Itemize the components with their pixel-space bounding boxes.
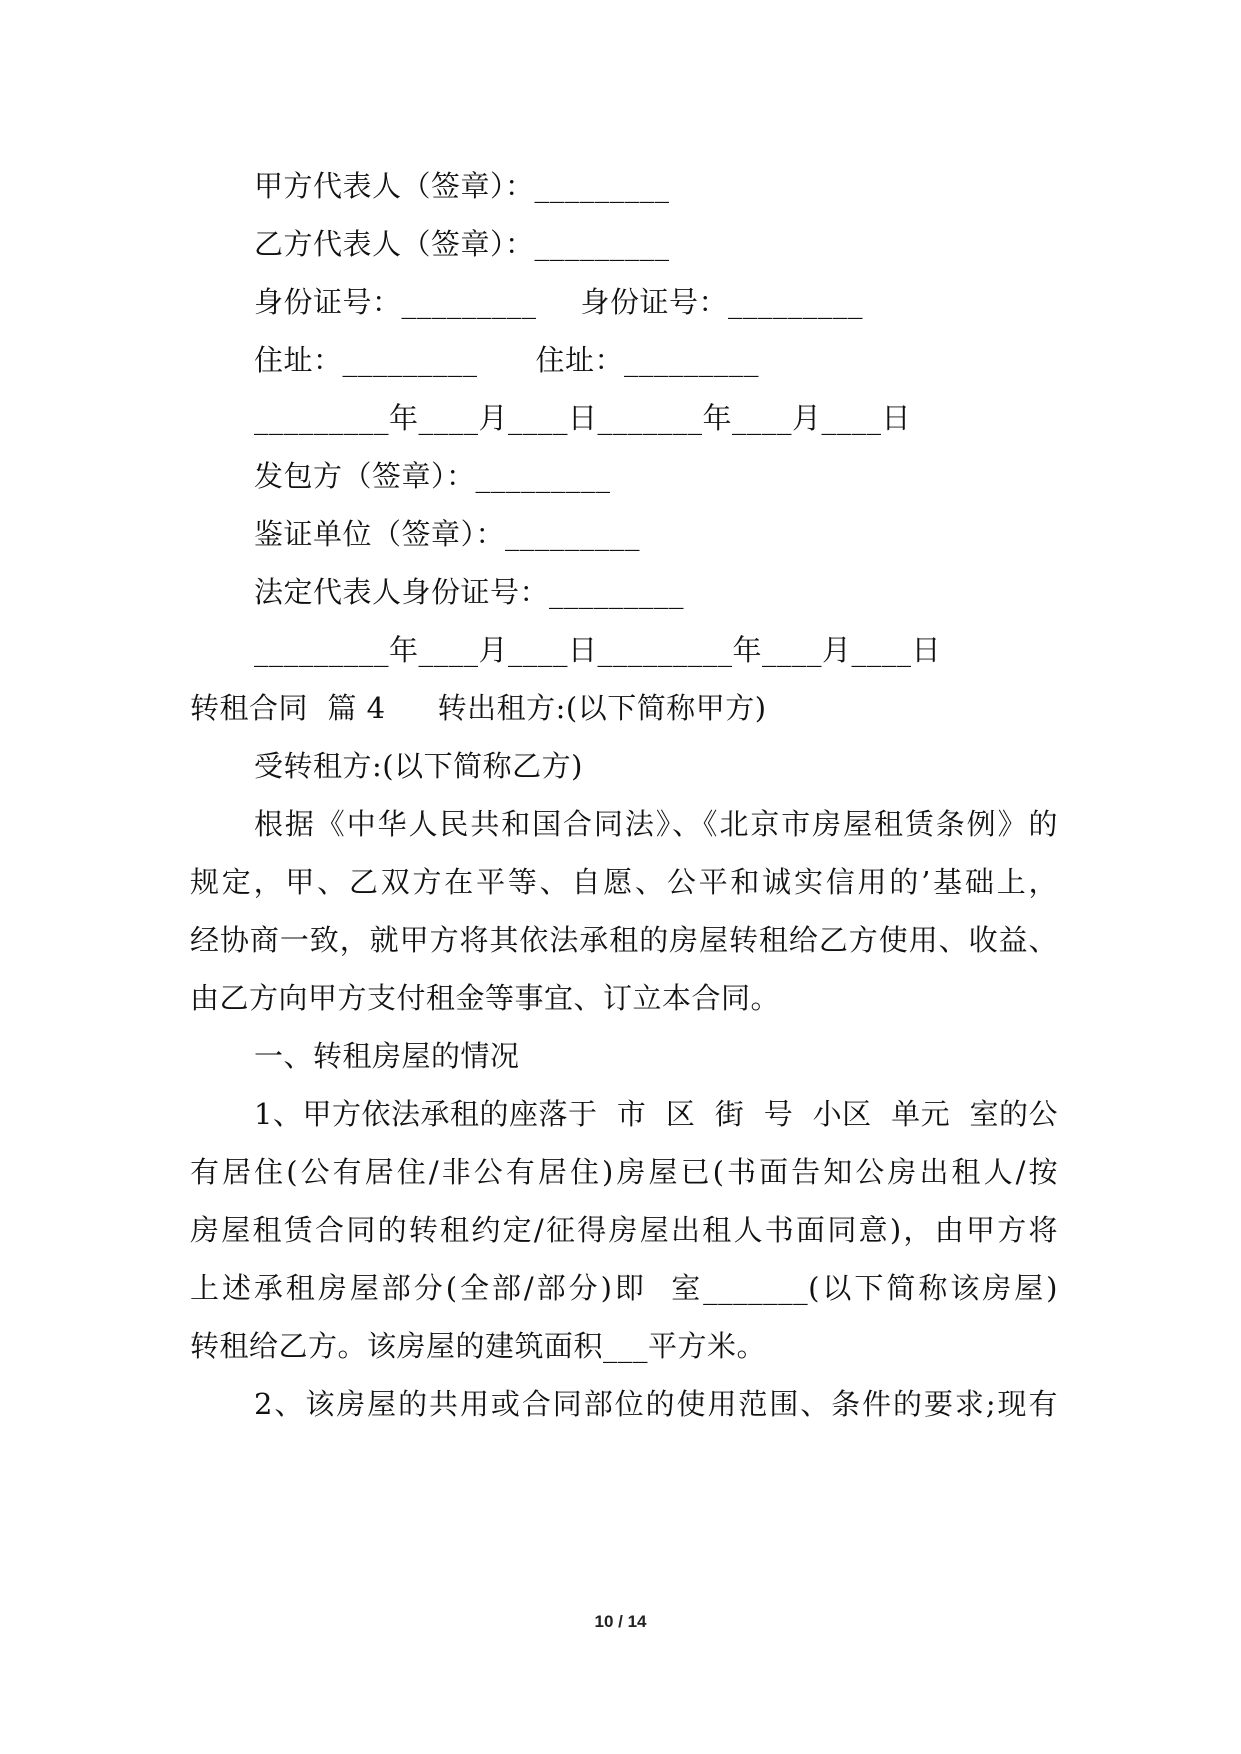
contract-4-heading-row <box>190 688 767 728</box>
section-one-title: 一、转租房屋的情况 <box>254 1039 520 1073</box>
clause-1-line-4: 上述承租房屋部分(全部/部分)即 室_______(以下简称该房屋) <box>190 1271 1058 1305</box>
date-line-1: _________年____月____日_______年____月____日 <box>254 401 912 435</box>
contract-4-heading: 转租合同 篇 4 <box>190 691 386 725</box>
clause-1-line-3: 房屋租赁合同的转租约定/征得房屋出租人书面同意)，由甲方将 <box>190 1213 1058 1247</box>
clause-1-line-1: 1、甲方依法承租的座落于 市 区 街 号 小区 单元 室的公 <box>254 1097 1059 1131</box>
clause-2-line-1: 2、该房屋的共用或合同部位的使用范围、条件的要求;现有 <box>254 1387 1058 1421</box>
address-row <box>254 340 759 380</box>
verifier-signature: 鉴证单位（签章）：_________ <box>254 517 641 551</box>
clause-1-line-2: 有居住(公有居住/非公有居住)房屋已(书面告知公房出租人/按 <box>190 1155 1058 1189</box>
party-b-representative-signature: 乙方代表人（签章）：_________ <box>254 227 670 261</box>
sublessee-label: 受转租方:(以下简称乙方) <box>254 749 583 783</box>
preamble-line-4: 由乙方向甲方支付租金等事宜、订立本合同。 <box>190 981 781 1015</box>
legal-rep-id-number: 法定代表人身份证号：_________ <box>254 575 685 609</box>
address-right: 住址：_________ <box>535 343 760 377</box>
sublessor-label: 转出租方:(以下简称甲方) <box>437 691 767 725</box>
clause-1-line-5: 转租给乙方。该房屋的建筑面积___平方米。 <box>190 1329 767 1363</box>
address-left: 住址：_________ <box>254 343 478 377</box>
id-number-left: 身份证号：_________ <box>254 285 537 319</box>
id-number-row <box>254 282 863 322</box>
contractor-signature: 发包方（签章）：_________ <box>254 459 611 493</box>
party-a-representative-signature: 甲方代表人（签章）：_________ <box>254 169 670 203</box>
preamble-line-1: 根据《中华人民共和国合同法》、《北京市房屋租赁条例》的 <box>254 807 1058 841</box>
preamble-line-3: 经协商一致，就甲方将其依法承租的房屋转租给乙方使用、收益、 <box>190 923 1058 957</box>
date-line-2: _________年____月____日_________年____月____日 <box>254 633 942 667</box>
page-number: 10 / 14 <box>594 1612 647 1631</box>
preamble-line-2: 规定，甲、乙双方在平等、自愿、公平和诚实信用的’基础上， <box>190 865 1058 899</box>
id-number-right: 身份证号：_________ <box>580 285 864 319</box>
